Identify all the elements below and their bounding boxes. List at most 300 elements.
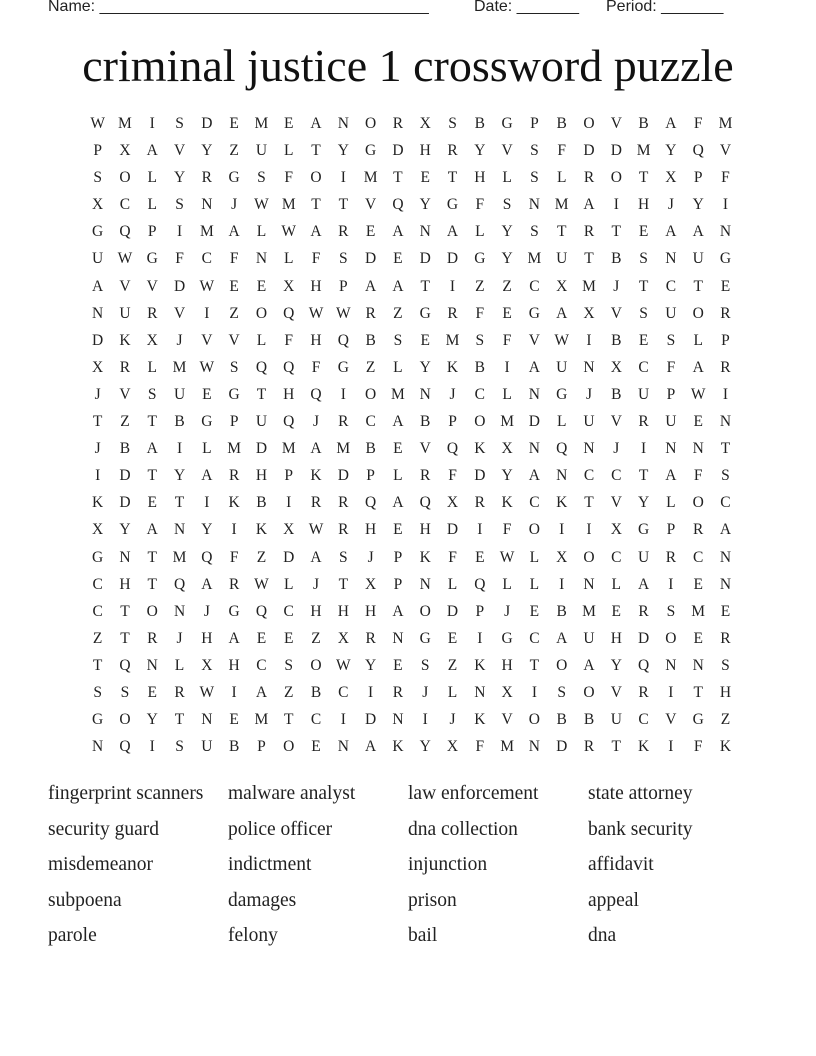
grid-letter: F [311,250,321,268]
grid-letter: H [719,683,732,701]
grid-letter: I [668,738,674,756]
grid-letter: P [393,575,403,593]
grid-letter: G [501,115,513,132]
grid-letter: W [254,575,269,593]
grid-letter: D [528,413,540,431]
grid-letter: I [340,385,346,403]
grid-letter: E [420,169,430,187]
grid-letter: B [556,602,567,620]
grid-letter: U [556,250,568,268]
grid-letter: I [286,494,292,512]
grid-letter: X [583,304,595,322]
grid-letter: D [392,142,404,160]
grid-letter: N [392,629,404,647]
grid-letter: S [175,196,184,214]
grid-letter: E [447,629,458,647]
grid-letter: A [583,656,595,674]
grid-letter: C [611,467,622,485]
grid-letter: L [556,169,567,187]
grid-letter: X [446,494,459,512]
grid-letter: G [92,711,104,729]
grid-letter: S [502,196,512,214]
grid-letter: R [638,413,649,431]
grid-letter: H [419,142,431,160]
grid-letter: O [310,656,322,674]
grid-letter: G [474,250,486,268]
grid-letter: F [693,467,703,485]
word-list-item: injunction [408,854,488,875]
grid-letter: U [583,413,595,431]
grid-letter: V [201,331,213,349]
name-field-label: Name: _____________________________________ [48,0,429,15]
grid-letter: U [255,142,268,160]
grid-letter: T [147,575,157,593]
grid-letter: O [528,711,540,729]
grid-letter: M [500,738,514,756]
grid-letter: K [92,494,104,512]
grid-letter: A [692,223,704,241]
grid-letter: D [446,250,459,268]
grid-letter: O [365,385,377,403]
grid-letter: M [363,169,378,187]
grid-letter: S [420,656,430,674]
grid-letter: L [611,575,622,593]
grid-letter: A [392,494,404,512]
grid-letter: A [255,683,268,701]
grid-letter: K [392,738,404,756]
grid-letter: N [583,440,595,458]
word-list-item: police officer [228,818,333,840]
grid-letter: Z [229,142,239,160]
grid-letter: A [528,358,540,376]
grid-letter: W [690,385,706,403]
grid-letter: E [311,738,321,756]
grid-letter: U [637,548,650,566]
grid-letter: M [281,196,296,214]
grid-letter: A [310,440,322,458]
grid-letter: R [365,304,376,322]
grid-letter: E [393,250,403,268]
grid-letter: I [422,711,428,729]
grid-letter: D [119,494,131,512]
grid-letter: L [447,683,458,701]
grid-letter: Q [692,142,704,160]
grid-letter: N [337,115,349,132]
grid-letter: D [283,548,295,566]
grid-letter: N [337,738,349,756]
grid-letter: Q [119,656,131,674]
grid-letter: T [529,656,540,674]
word-list-item: fingerprint scanners [48,783,204,804]
grid-letter: D [365,711,377,729]
grid-letter: K [556,494,568,512]
grid-letter: M [582,602,596,620]
grid-letter: S [339,548,348,566]
grid-letter: H [474,169,486,187]
grid-letter: R [338,223,349,241]
grid-letter: G [228,602,240,620]
grid-letter: P [666,521,676,539]
grid-letter: D [201,115,213,132]
grid-letter: D [173,277,186,295]
grid-letter: A [228,629,240,647]
grid-letter: A [310,548,322,566]
grid-letter: B [119,440,131,458]
grid-letter: Z [92,629,103,647]
word-list-item: parole [48,925,97,946]
grid-letter: Y [337,142,349,160]
grid-letter: K [119,331,131,349]
grid-letter: R [720,304,731,322]
grid-letter: G [92,223,104,241]
grid-letter: S [93,683,102,701]
grid-letter: N [528,385,540,403]
grid-letter: R [338,494,349,512]
grid-letter: P [339,277,348,295]
grid-letter: N [255,250,268,268]
grid-letter: C [665,277,677,295]
grid-letter: C [256,656,267,674]
grid-letter: W [281,223,297,241]
grid-letter: X [446,738,459,756]
grid-letter: U [92,250,104,268]
grid-letter: B [228,738,240,756]
grid-letter: I [504,358,510,376]
grid-letter: A [665,115,677,132]
grid-letter: B [420,413,431,431]
grid-letter: V [610,683,622,701]
grid-letter: M [718,115,733,132]
grid-letter: A [228,223,240,241]
grid-letter: A [665,467,677,485]
grid-letter: V [528,331,540,349]
grid-letter: T [638,169,649,187]
grid-letter: F [284,331,294,349]
grid-letter: O [119,169,131,187]
grid-letter: U [665,304,677,322]
grid-letter: U [692,250,704,268]
grid-letter: E [283,629,294,647]
grid-letter: B [556,711,567,729]
grid-letter: I [340,711,346,729]
grid-letter: N [474,683,486,701]
grid-letter: I [668,683,674,701]
grid-letter: E [229,277,239,295]
grid-letter: I [477,521,483,539]
grid-letter: C [338,683,349,701]
grid-letter: U [173,385,186,403]
grid-letter: O [556,656,568,674]
grid-letter: K [474,656,486,674]
grid-letter: Q [283,413,295,431]
grid-letter: Y [419,358,431,376]
grid-letter: P [693,169,703,187]
word-list-item: malware analyst [228,783,356,804]
grid-letter: L [502,385,512,403]
grid-letter: F [284,169,294,187]
grid-letter: Q [255,602,268,620]
grid-letter: J [613,440,620,458]
grid-letter: J [313,413,320,431]
grid-letter: B [174,413,185,431]
grid-letter: R [228,467,240,485]
grid-letter: J [585,385,593,403]
grid-letter: M [636,142,651,160]
grid-letter: Y [610,656,622,674]
grid-letter: P [666,385,676,403]
grid-letter: W [199,683,215,701]
grid-letter: E [693,413,703,431]
grid-letter: X [92,196,104,214]
grid-letter: Z [311,629,321,647]
grid-letter: V [228,331,240,349]
grid-letter: I [449,277,456,295]
grid-letter: V [119,385,131,403]
grid-letter: J [94,385,101,403]
grid-letter: Q [283,358,295,376]
grid-letter: T [556,223,567,241]
word-list-item: affidavit [588,854,654,875]
grid-letter: G [719,250,732,268]
grid-letter: B [611,385,622,403]
grid-letter: A [92,277,104,295]
grid-letter: C [693,548,704,566]
grid-letter: E [693,575,703,593]
grid-letter: O [665,629,677,647]
grid-letter: E [502,304,512,322]
grid-letter: Q [255,358,268,376]
grid-letter: Y [201,521,213,539]
grid-letter: H [310,331,322,349]
grid-letter: D [474,467,486,485]
grid-letter: T [420,277,430,295]
grid-letter: T [611,223,622,241]
grid-letter: C [365,413,376,431]
grid-letter: V [501,711,513,729]
grid-letter: M [254,115,269,132]
grid-letter: S [147,385,157,403]
grid-letter: Y [119,521,131,539]
grid-letter: Y [501,250,513,268]
grid-letter: D [92,331,104,349]
grid-letter: P [93,142,102,160]
grid-letter: H [310,602,322,620]
grid-letter: R [583,738,595,756]
grid-letter: E [475,548,485,566]
grid-letter: E [420,331,430,349]
grid-letter: L [174,656,185,674]
grid-letter: P [448,413,457,431]
grid-letter: W [308,304,324,322]
grid-letter: W [254,196,269,214]
grid-letter: J [667,196,674,214]
grid-letter: H [365,521,377,539]
grid-letter: D [255,440,268,458]
grid-letter: J [422,683,429,701]
grid-letter: Z [365,358,376,376]
grid-letter: M [500,413,514,431]
grid-letter: N [201,711,213,729]
grid-letter: R [338,413,349,431]
grid-letter: H [610,629,622,647]
grid-letter: I [586,521,592,539]
grid-letter: Q [201,548,213,566]
grid-letter: N [419,223,431,241]
grid-letter: K [419,548,431,566]
grid-letter: G [556,385,568,403]
grid-letter: Q [365,494,377,512]
grid-letter: A [365,277,377,295]
grid-letter: W [90,115,105,132]
grid-letter: H [228,656,240,674]
grid-letter: H [119,575,131,593]
grid-letter: A [146,440,158,458]
word-list-item: prison [408,889,457,911]
grid-letter: T [147,413,157,431]
grid-letter: Z [502,277,512,295]
grid-letter: R [119,358,131,376]
grid-letter: A [146,142,158,160]
grid-letter: T [256,385,267,403]
puzzle-title: criminal justice 1 crossword puzzle [82,40,734,91]
grid-letter: A [310,115,322,132]
grid-letter: K [228,494,240,512]
grid-letter: C [529,494,540,512]
grid-letter: R [720,358,731,376]
grid-letter: K [474,711,486,729]
grid-letter: I [231,683,237,701]
grid-letter: D [637,629,650,647]
grid-letter: C [474,385,485,403]
grid-letter: L [283,575,294,593]
grid-letter: R [338,521,349,539]
grid-letter: O [310,169,322,187]
grid-letter: J [94,440,101,458]
grid-letter: J [313,575,320,593]
grid-letter: X [337,629,349,647]
grid-letter: O [583,115,595,132]
grid-letter: E [393,440,403,458]
grid-letter: H [365,602,377,620]
grid-letter: M [582,277,596,295]
grid-letter: T [638,467,649,485]
grid-letter: X [419,115,431,132]
grid-letter: G [637,521,650,539]
grid-letter: T [92,413,103,431]
grid-letter: J [176,331,183,349]
grid-letter: C [283,602,294,620]
grid-letter: N [692,440,704,458]
grid-letter: N [92,304,104,322]
grid-letter: N [528,738,540,756]
grid-letter: R [693,521,704,539]
grid-letter: L [502,169,512,187]
grid-letter: O [583,683,595,701]
grid-letter: M [391,385,405,403]
grid-letter: T [311,196,321,214]
grid-letter: D [365,250,377,268]
grid-letter: V [146,277,158,295]
grid-letter: T [338,575,349,593]
grid-letter: F [448,467,457,485]
grid-letter: H [501,656,513,674]
grid-letter: K [474,440,486,458]
grid-letter: B [474,115,485,132]
grid-letter: N [419,575,431,593]
grid-letter: L [393,467,403,485]
grid-letter: I [368,683,374,701]
grid-letter: T [174,711,185,729]
grid-letter: S [93,169,102,187]
grid-letter: F [721,169,730,187]
grid-letter: A [146,521,158,539]
grid-letter: L [202,440,212,458]
grid-letter: J [449,711,456,729]
grid-letter: R [583,169,595,187]
grid-letter: Y [419,738,431,756]
word-list [48,780,768,958]
grid-letter: G [692,711,704,729]
grid-letter: Q [173,575,186,593]
grid-letter: U [255,413,268,431]
grid-letter: C [201,250,212,268]
grid-letter: G [365,142,377,160]
grid-letter: O [610,169,622,187]
grid-letter: Z [447,656,458,674]
grid-letter: H [337,602,349,620]
grid-letter: N [201,196,213,214]
grid-letter: M [281,440,296,458]
grid-letter: G [92,548,104,566]
grid-letter: I [340,169,346,187]
grid-letter: Q [419,494,431,512]
grid-letter: S [448,115,457,132]
grid-letter: V [719,142,732,160]
word-list-item: law enforcement [408,783,539,804]
grid-letter: H [201,629,213,647]
grid-letter: N [665,250,677,268]
grid-letter: X [556,277,568,295]
grid-letter: Y [365,656,377,674]
grid-letter: L [529,575,540,593]
grid-letter: S [639,304,648,322]
word-list-item: bail [408,925,438,946]
grid-letter: E [638,223,649,241]
grid-letter: Z [283,683,294,701]
grid-letter: S [175,738,184,756]
grid-letter: Y [474,142,486,160]
grid-letter: S [721,467,730,485]
grid-letter: X [92,358,104,376]
grid-letter: Y [665,142,677,160]
grid-letter: E [202,385,212,403]
grid-letter: M [172,548,187,566]
grid-letter: A [392,602,404,620]
word-list-item: damages [228,889,297,911]
grid-letter: F [666,358,676,376]
grid-letter: W [199,277,215,295]
grid-letter: E [693,629,703,647]
grid-letter: M [227,440,242,458]
grid-letter: G [337,358,349,376]
grid-letter: F [693,738,703,756]
grid-letter: P [530,115,539,132]
grid-letter: K [310,467,322,485]
grid-letter: N [392,711,404,729]
grid-letter: C [119,196,131,214]
grid-letter: Y [637,494,650,512]
grid-letter: M [172,358,187,376]
